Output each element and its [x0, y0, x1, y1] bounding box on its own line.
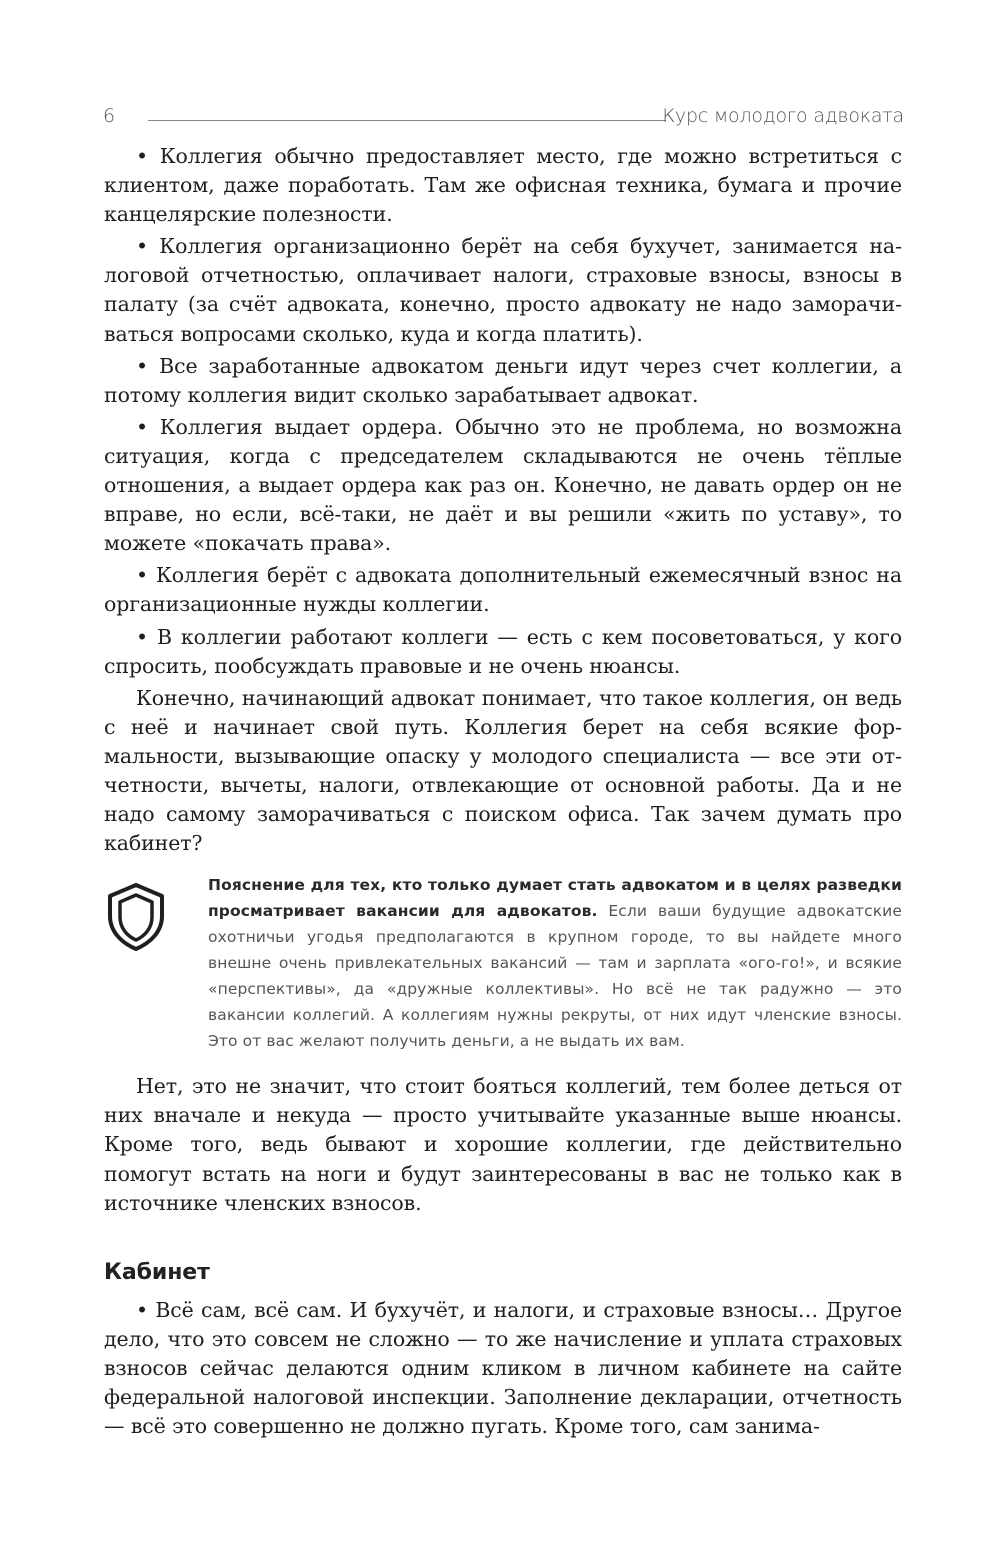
running-title: Курс молодого адвоката [662, 105, 904, 127]
paragraph-after-note: Нет, это не значит, что стоит бояться коллегий, тем более деться от них вначале и некуда — просто учитывайте указанные выше нюансы. Кроме того, ведь бывают и хорошие коллегии, где действительно помогут встать на ноги и будут заинтересованы в вас не только как в источнике членских взносов. [104, 1074, 902, 1215]
note-lead: Пояснение для тех, кто только думает стать адвокатом и в целях разведки просматривает вакансии для адвокатов. [208, 876, 902, 921]
shield-icon [106, 882, 166, 952]
header-rule [148, 120, 666, 121]
bullet-colleagues: • В коллегии работают коллеги — есть с кем посоветоваться, у кого спросить, пообсуждать правовые и не очень нюансы. [104, 624, 902, 678]
bullet-earnings: • Все заработанные адвокатом деньги идут через счет коллегии, а потому коллегия видит сколько зарабатывает адвокат. [104, 353, 902, 407]
explanation-note [104, 872, 902, 1054]
bullet-orders: • Коллегия выдает ордера. Обычно это не проблема, но возможна ситуация, когда с председателем складываются не очень тёплые отношения, а выдает ордера как раз он. Конечно, не давать ордер он не вправе, но если, всё-таки, не даёт и вы решили «жить по уставу», то можете «покачать права». [104, 414, 902, 556]
bullet-monthly-fee: • Коллегия берёт с адвоката дополнительный ежемесячный взнос на организационные нужды коллегии. [104, 563, 902, 617]
section-heading: Кабинет [104, 1259, 210, 1285]
paragraph-conclusion: Конечно, начинающий адвокат понимает, что такое коллегия, он ведь с неё и начинает свой путь. Коллегия берет на себя всякие формальности, вызывающие опаску у молодого специалиста — все эти отчетности, вычеты, налоги, отвлекающие от основной работы. Да и не надо самому заморачиваться с поиском офиса. Так зачем думать про кабинет? [104, 685, 902, 856]
body-text [104, 142, 902, 1444]
page-header [103, 104, 904, 130]
bullet-cabinet: • Всё сам, всё сам. И бухучёт, и налоги, и страховые взносы… Другое дело, что это совсем не сложно — то же начисление и уплата страховых взносов сейчас делаются одним кликом в личном кабинете на сайте федеральной налоговой инспекции. Заполнение декларации, отчетность — всё это совершенно не должно пугать. Кроме того, сам занима- [104, 1297, 902, 1439]
note-text: Если ваши будущие адвокатские охотничьи угодья предполагаются в крупном городе, то вы найдете много внешне очень привлекательных вакансий — там и зарплата «ого-го!», и всякие «перспективы», да «дружные коллективы». Но всё не так радужно — это вакансии коллегий. А коллегиям нужны рекруты, от них идут членские взносы. Это от вас желают получить деньги, а не выдать их вам. [208, 902, 902, 1051]
bullet-accounting: • Коллегия организационно берёт на себя бухучет, занимается налоговой отчетностью, оплачивает налоги, страховые взносы, взносы в палату (за счёт адвоката, конечно, просто адвокату не надо заморачиваться вопросами сколько, куда и когда платить). [104, 234, 902, 346]
page-number: 6 [103, 105, 116, 127]
bullet-office-space: • Коллегия обычно предоставляет место, где можно встретиться с клиентом, даже поработать. Там же офисная техника, бумага и прочие канцелярские полезности. [104, 144, 902, 227]
